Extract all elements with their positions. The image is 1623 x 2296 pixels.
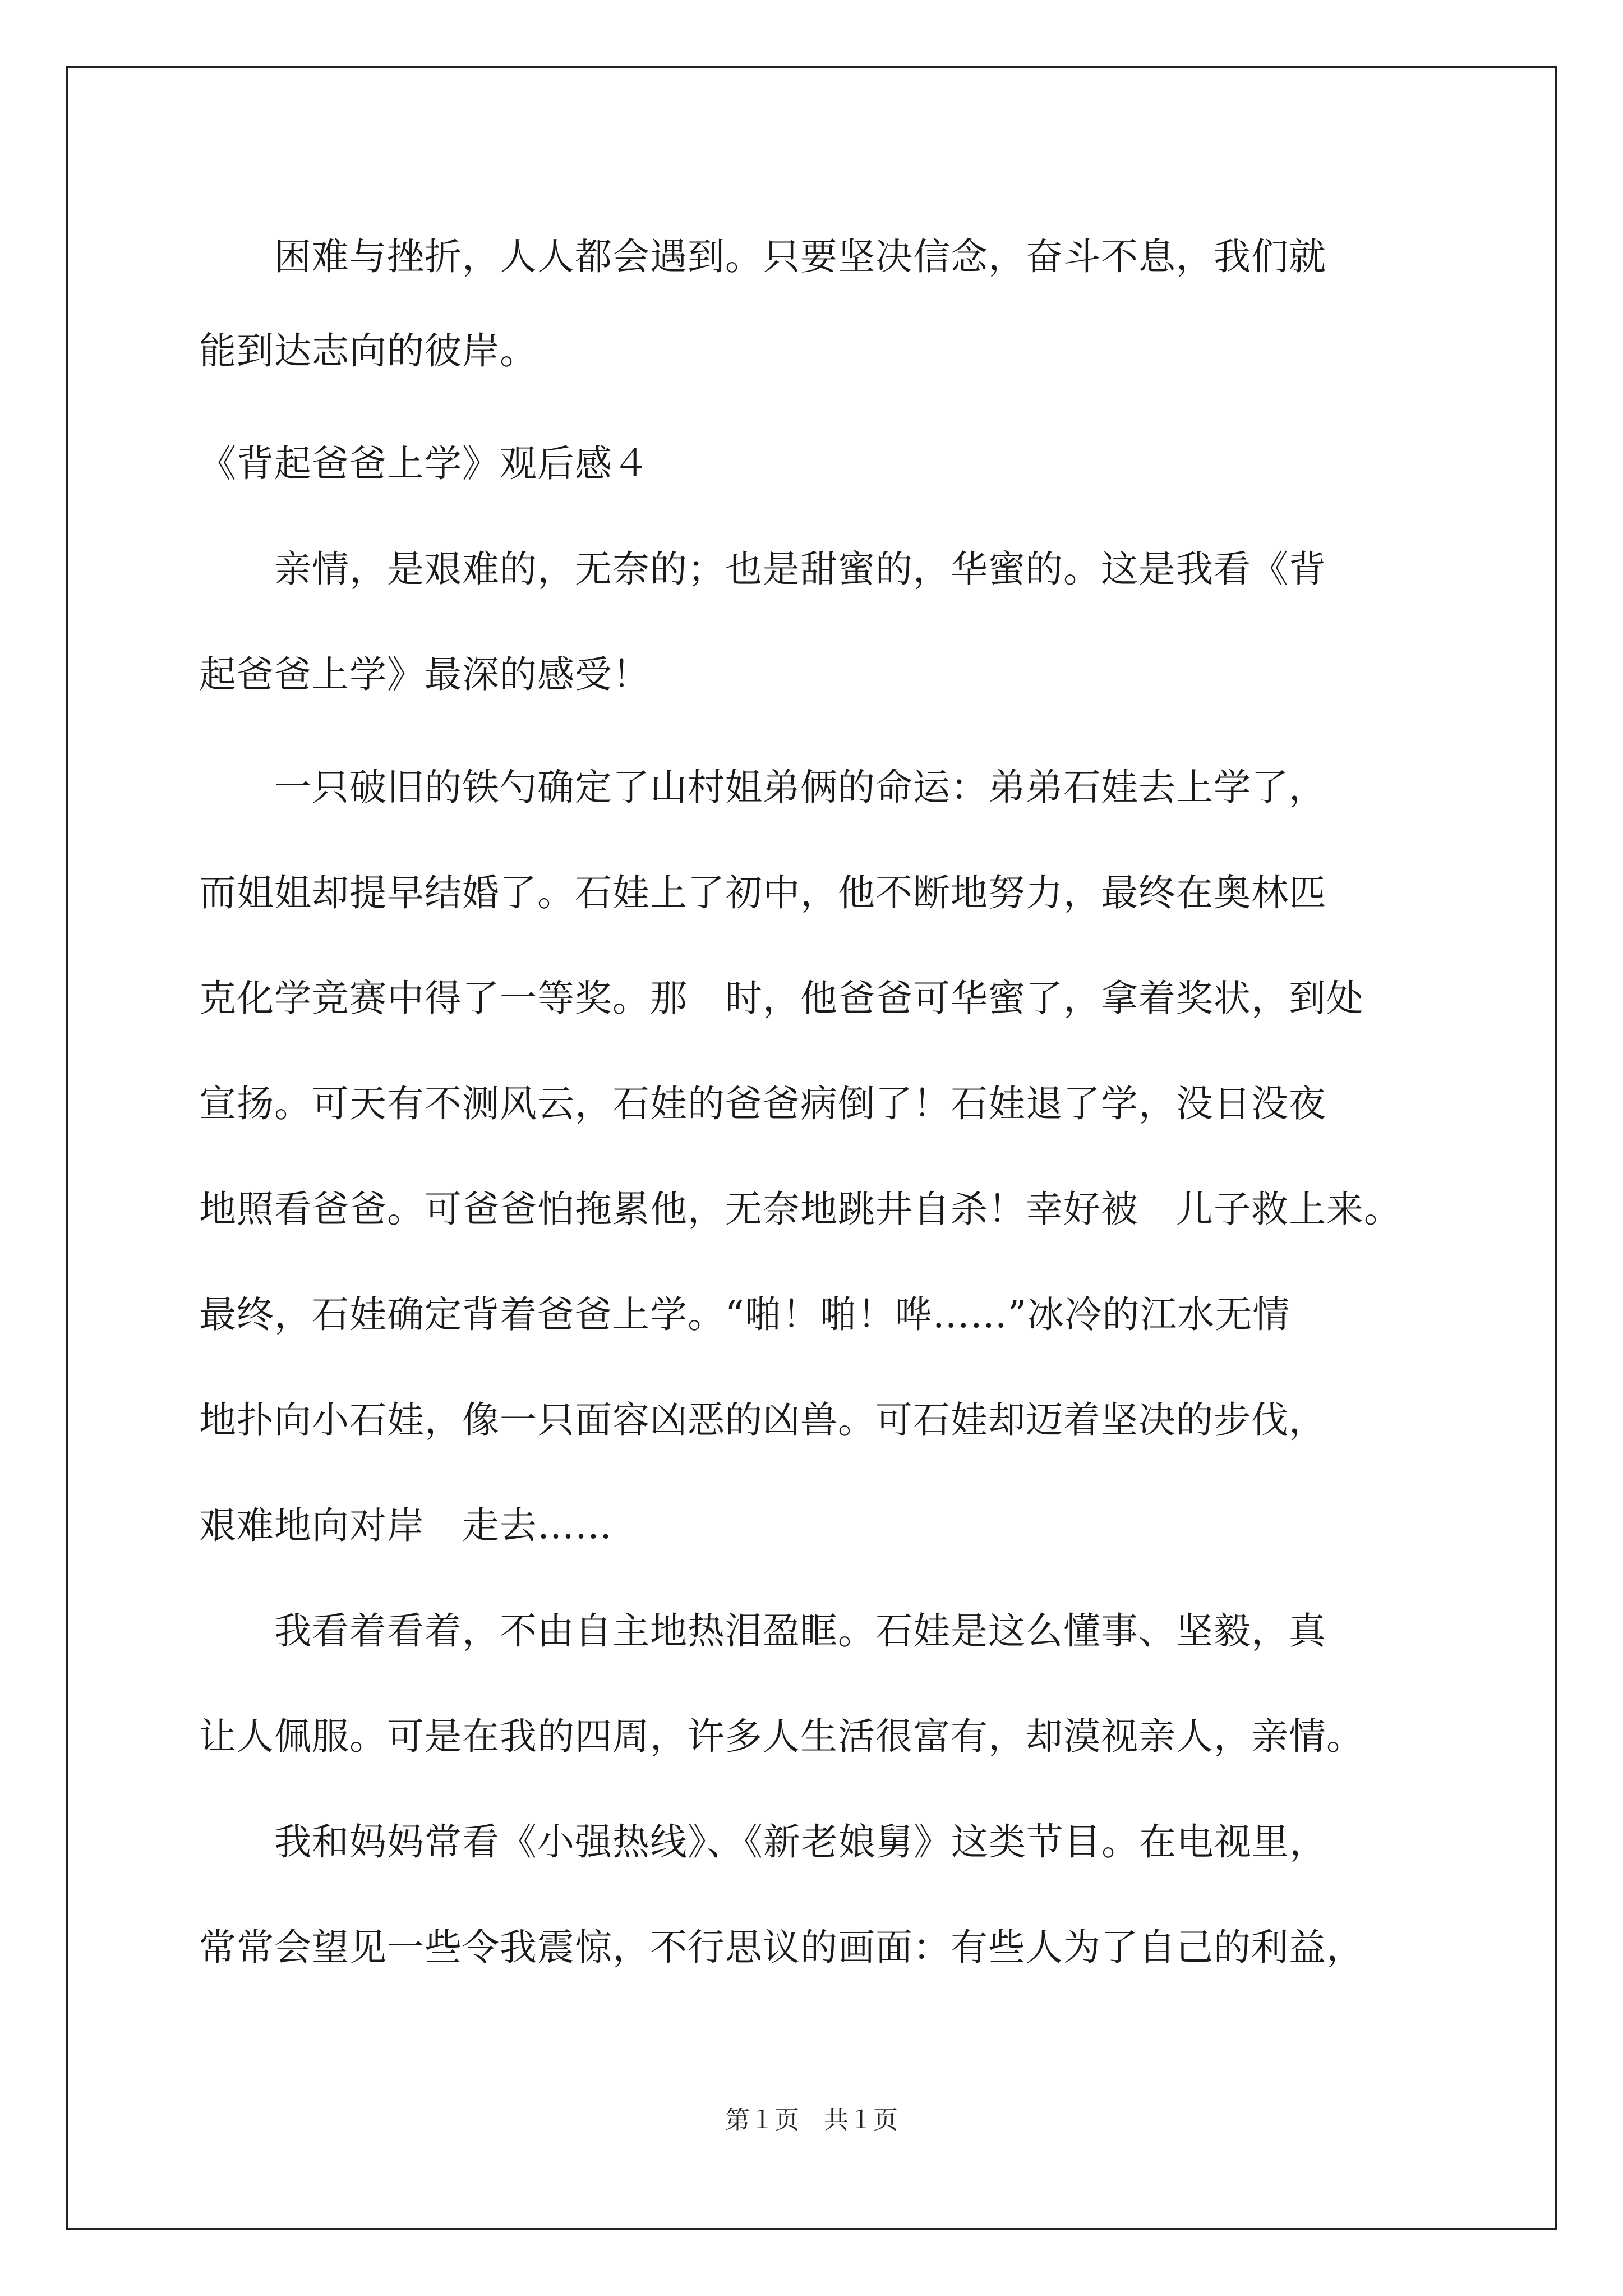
text-line: 地照看爸爸。可爸爸怕拖累他，无奈地跳井自杀！幸好被 儿子救上来。 — [199, 1188, 1401, 1231]
text-line: 克化学竞赛中得了一等奖。那 时，他爸爸可华蜜了，拿着奖状，到处 — [199, 977, 1364, 1020]
text-line: 一只破旧的铁勺确定了山村姐弟俩的命运：弟弟石娃去上学了， — [199, 766, 1326, 809]
text-line: 宣扬。可天有不测风云，石娃的爸爸病倒了！石娃退了学，没日没夜 — [199, 1082, 1326, 1125]
text-line: 亲情，是艰难的，无奈的；也是甜蜜的，华蜜的。这是我看《背 — [199, 547, 1326, 591]
text-line: 我看着看着，不由自主地热泪盈眶。石娃是这么懂事、坚毅，真 — [199, 1609, 1326, 1653]
text-line: 艰难地向对岸 走去…… — [199, 1504, 612, 1547]
text-line: 最终，石娃确定背着爸爸上学。“啪！啪！哗……”冰冷的江水无情 — [199, 1293, 1290, 1336]
text-line: 能到达志向的彼岸。 — [199, 329, 537, 372]
text-line: 而姐姐却提早结婚了。石娃上了初中，他不断地努力，最终在奥林匹 — [199, 871, 1326, 914]
text-line: 常常会望见一些令我震惊，不行思议的画面：有些人为了自己的利益， — [199, 1926, 1364, 1969]
page-number-footer: 第１页 共１页 — [725, 2106, 898, 2134]
page-border — [66, 66, 1557, 2230]
text-line: 困难与挫折，人人都会遇到。只要坚决信念，奋斗不息，我们就 — [199, 235, 1326, 278]
text-line: 让人佩服。可是在我的四周，许多人生活很富有，却漠视亲人，亲情。 — [199, 1715, 1364, 1758]
text-line: 我和妈妈常看《小强热线》、《新老娘舅》这类节目。在电视里， — [199, 1820, 1327, 1864]
text-line: 地扑向小石娃，像一只面容凶恶的凶兽。可石娃却迈着坚决的步伐， — [199, 1398, 1326, 1442]
text-line: 起爸爸上学》最深的感受！ — [199, 653, 650, 696]
section-heading: 《背起爸爸上学》观后感４ — [199, 442, 650, 485]
